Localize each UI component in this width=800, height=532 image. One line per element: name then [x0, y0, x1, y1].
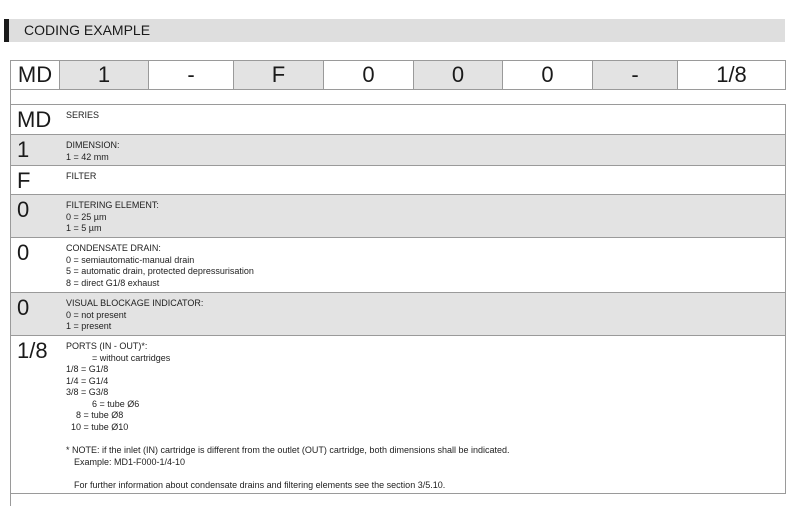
description-table — [10, 104, 786, 494]
row-text — [66, 200, 159, 235]
row-code: 1 — [17, 137, 30, 162]
row-title: FILTER — [66, 171, 97, 181]
coding-example-row — [10, 60, 786, 90]
code-cell-ports: 1/8 — [677, 61, 785, 89]
row-text — [66, 140, 120, 163]
row-title: SERIES — [66, 110, 100, 120]
table-row-series — [11, 105, 785, 134]
row-option: 1/8 = G1/8 — [66, 364, 109, 374]
row-code: F — [17, 168, 31, 193]
code-cell-dimension: 1 — [59, 61, 148, 89]
row-option: 8 = direct G1/8 exhaust — [66, 277, 160, 288]
row-option: 0 = 25 µm — [66, 211, 107, 222]
row-option: 6 = tube Ø6 — [92, 398, 140, 409]
row-title: DIMENSION: — [66, 140, 120, 150]
row-title: CONDENSATE DRAIN: — [66, 243, 161, 253]
row-title: VISUAL BLOCKAGE INDICATOR: — [66, 298, 204, 308]
table-row-blockage-indicator — [11, 292, 785, 335]
row-note: * NOTE: if the inlet (IN) cartridge is different from the outlet (OUT) cartridge, both dimensions shall be indicated. — [66, 445, 510, 455]
code-cell-filter: F — [233, 61, 323, 89]
code-cell-blockage-indicator: 0 — [502, 61, 592, 89]
row-text — [66, 298, 203, 333]
row-option: = without cartridges — [92, 352, 171, 363]
table-row-condensate-drain — [11, 237, 785, 292]
row-example: Example: MD1-F000-1/4-10 — [74, 456, 186, 467]
row-option: 5 = automatic drain, protected depressurisation — [66, 266, 254, 276]
row-option: 0 = semiautomatic-manual drain — [66, 254, 195, 265]
row-option: 1/4 = G1/4 — [66, 375, 109, 386]
row-code: MD — [17, 107, 52, 132]
table-row-dimension — [11, 134, 785, 165]
code-cell-filtering-element: 0 — [323, 61, 413, 89]
row-option: 3/8 = G3/8 — [66, 387, 109, 397]
row-text — [66, 110, 99, 122]
row-further-info: For further information about condensate drains and filtering elements see the section 3/5.10. — [74, 480, 446, 490]
row-option: 1 = present — [66, 321, 112, 331]
code-cell-series: MD — [17, 62, 53, 87]
row-title: PORTS (IN - OUT)*: — [66, 341, 148, 351]
table-row-filtering-element — [11, 194, 785, 237]
section-header — [4, 19, 785, 42]
row-text — [66, 243, 254, 289]
table-row-ports — [11, 335, 785, 493]
row-title: FILTERING ELEMENT: — [66, 200, 159, 210]
code-cell-separator: - — [592, 61, 677, 89]
code-cell-condensate-drain: 0 — [413, 61, 502, 89]
section-title: CODING EXAMPLE — [24, 22, 151, 38]
row-code: 1/8 — [17, 338, 48, 363]
code-cell-separator: - — [148, 61, 233, 89]
table-row-filter — [11, 165, 785, 194]
row-code: 0 — [17, 240, 30, 265]
row-option: 1 = 42 mm — [66, 151, 109, 162]
row-option: 0 = not present — [66, 309, 127, 320]
row-option: 10 = tube Ø10 — [71, 421, 129, 432]
row-text — [66, 171, 96, 183]
row-code: 0 — [17, 197, 30, 222]
row-option: 8 = tube Ø8 — [76, 410, 124, 420]
row-code: 0 — [17, 295, 30, 320]
row-option: 1 = 5 µm — [66, 223, 102, 233]
row-text — [66, 341, 510, 492]
